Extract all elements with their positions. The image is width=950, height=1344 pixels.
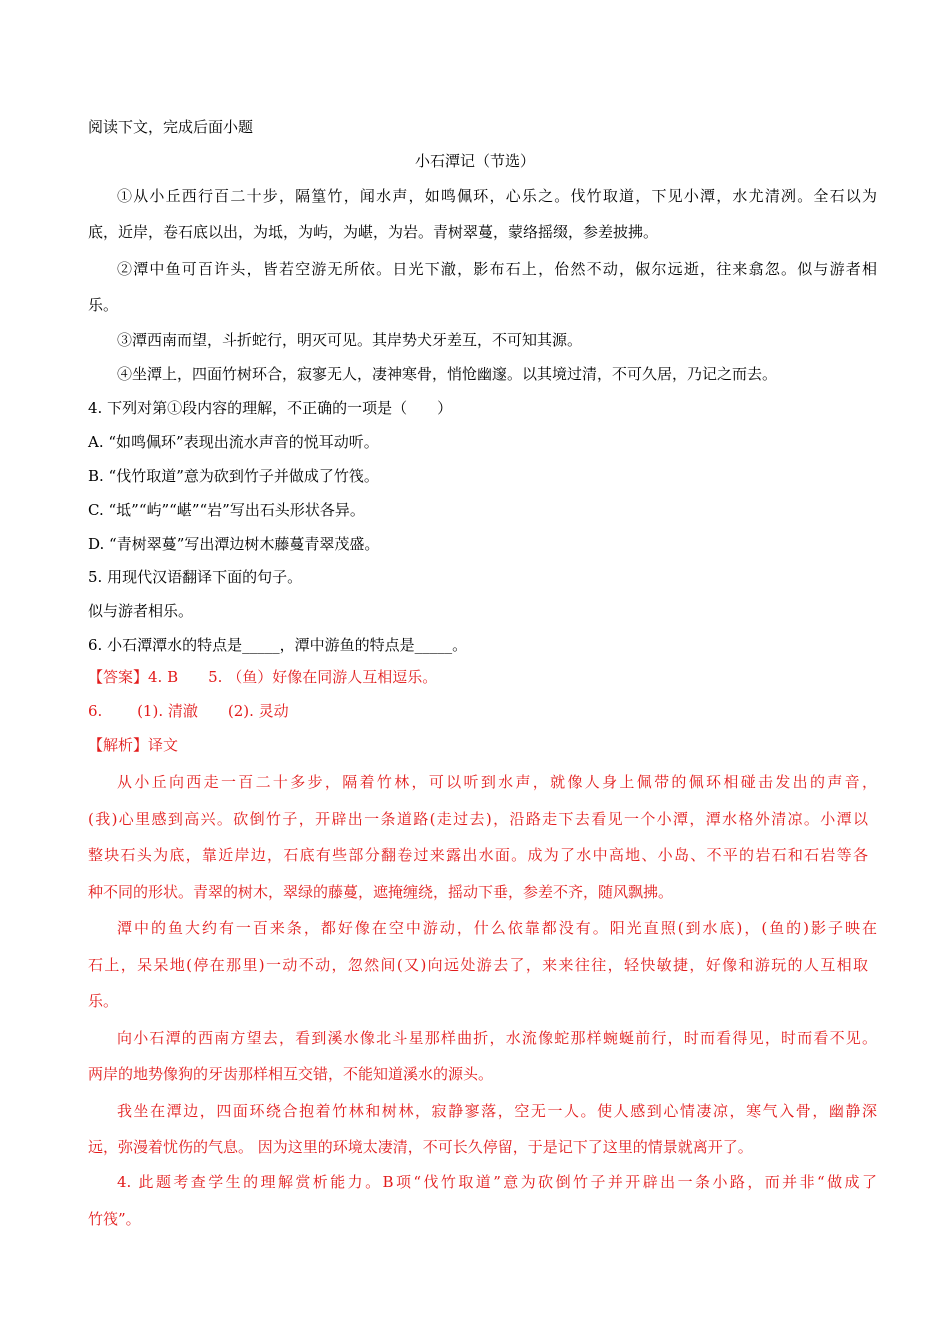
passage-p4-line1: ④坐潭上，四面竹树环合，寂寥无人，凄神寒骨，悄怆幽邃。以其境过清，不可久居，乃记之而去。 <box>117 365 778 383</box>
translation-p1-line2: (我)心里感到高兴。砍倒竹子，开辟出一条道路(走过去)，沿路走下去看见一个小潭，潭水格外清凉。小潭以 <box>88 810 868 828</box>
question-4-option-a: A. “如鸣佩环”表现出流水声音的悦耳动听。 <box>88 433 379 451</box>
translation-p4-line1: 我坐在潭边，四面环绕合抱着竹林和树林，寂静寥落，空无一人。使人感到心情凄凉，寒气入骨，幽静深 <box>117 1102 877 1120</box>
translation-p2-line3: 乐。 <box>88 992 119 1010</box>
translation-p3-line2: 两岸的地势像狗的牙齿那样相互交错，不能知道溪水的源头。 <box>88 1065 494 1083</box>
question-5-sentence: 似与游者相乐。 <box>88 602 194 620</box>
question-6-stem: 6. 小石潭潭水的特点是_____，潭中游鱼的特点是_____。 <box>88 636 468 654</box>
analysis-tag: 【解析】 <box>88 736 149 754</box>
question-4-option-d: D. “青树翠蔓”写出潭边树木藤蔓青翠茂盛。 <box>88 535 380 553</box>
translation-p2-line1: 潭中的鱼大约有一百来条，都好像在空中游动，什么依靠都没有。阳光直照(到水底)，(鱼的)影子映在 <box>117 919 877 937</box>
question-5-stem: 5. 用现代汉语翻译下面的句子。 <box>88 568 303 586</box>
translation-p1-line3: 整块石头为底，靠近岸边，石底有些部分翻卷过来露出水面。成为了水中高地、小岛、不平的岩石和石岩等各 <box>88 846 868 864</box>
question-4-option-c: C. “坻”“屿”“嵁”“岩”写出石头形状各异。 <box>88 501 365 519</box>
passage-p3-line1: ③潭西南而望，斗折蛇行，明灭可见。其岸势犬牙差互，不可知其源。 <box>117 331 583 349</box>
intro-text: 阅读下文，完成后面小题 <box>88 118 254 136</box>
analysis-label: 译文 <box>148 736 179 754</box>
question-4-option-b: B. “伐竹取道”意为砍到竹子并做成了竹筏。 <box>88 467 379 485</box>
passage-p2-line1: ②潭中鱼可百许头，皆若空游无所依。日光下澈，影布石上，佁然不动，俶尔远逝，往来翕忽。似与游者相 <box>117 260 877 278</box>
translation-p2-line2: 石上，呆呆地(停在那里)一动不动，忽然间(又)向远处游去了，来来往往，轻快敏捷，好像和游玩的人互相取 <box>88 956 868 974</box>
analysis-q4-line1: 4. 此题考查学生的理解赏析能力。B项“伐竹取道”意为砍倒竹子并开辟出一条小路，而并非“做成了 <box>117 1173 877 1191</box>
analysis-header <box>88 735 868 755</box>
passage-p2-line2: 乐。 <box>88 296 119 314</box>
answer-tag: 【答案】 <box>88 668 149 686</box>
passage-p1-line2: 底，近岸，卷石底以出，为坻，为屿，为嵁，为岩。青树翠蔓，蒙络摇缀，参差披拂。 <box>88 223 659 241</box>
passage-title: 小石潭记（节选） <box>414 152 535 170</box>
translation-p1-line1: 从小丘向西走一百二十多步，隔着竹林，可以听到水声，就像人身上佩带的佩环相碰击发出的声音， <box>117 773 877 791</box>
question-4-stem: 4. 下列对第①段内容的理解，不正确的一项是（ ） <box>88 399 453 417</box>
translation-p4-line2: 远，弥漫着忧伤的气息。 因为这里的环境太凄清，不可长久停留，于是记下了这里的情景就离开了。 <box>88 1138 753 1156</box>
answer-line-1 <box>88 667 868 687</box>
translation-p1-line4: 种不同的形状。青翠的树木，翠绿的藤蔓，遮掩缠绕，摇动下垂，参差不齐，随风飘拂。 <box>88 883 674 901</box>
passage-p1-line1: ①从小丘西行百二十步，隔篁竹，闻水声，如鸣佩环，心乐之。伐竹取道，下见小潭，水尤清冽。全石以为 <box>117 187 877 205</box>
answer-text-1: 4. B 5. （鱼）好像在同游人互相逗乐。 <box>148 668 438 686</box>
answer-line-2: 6. (1). 清澈 (2). 灵动 <box>88 702 289 720</box>
translation-p3-line1: 向小石潭的西南方望去，看到溪水像北斗星那样曲折，水流像蛇那样蜿蜒前行，时而看得见，时而看不见。 <box>117 1029 877 1047</box>
analysis-q4-line2: 竹筏”。 <box>88 1210 141 1228</box>
